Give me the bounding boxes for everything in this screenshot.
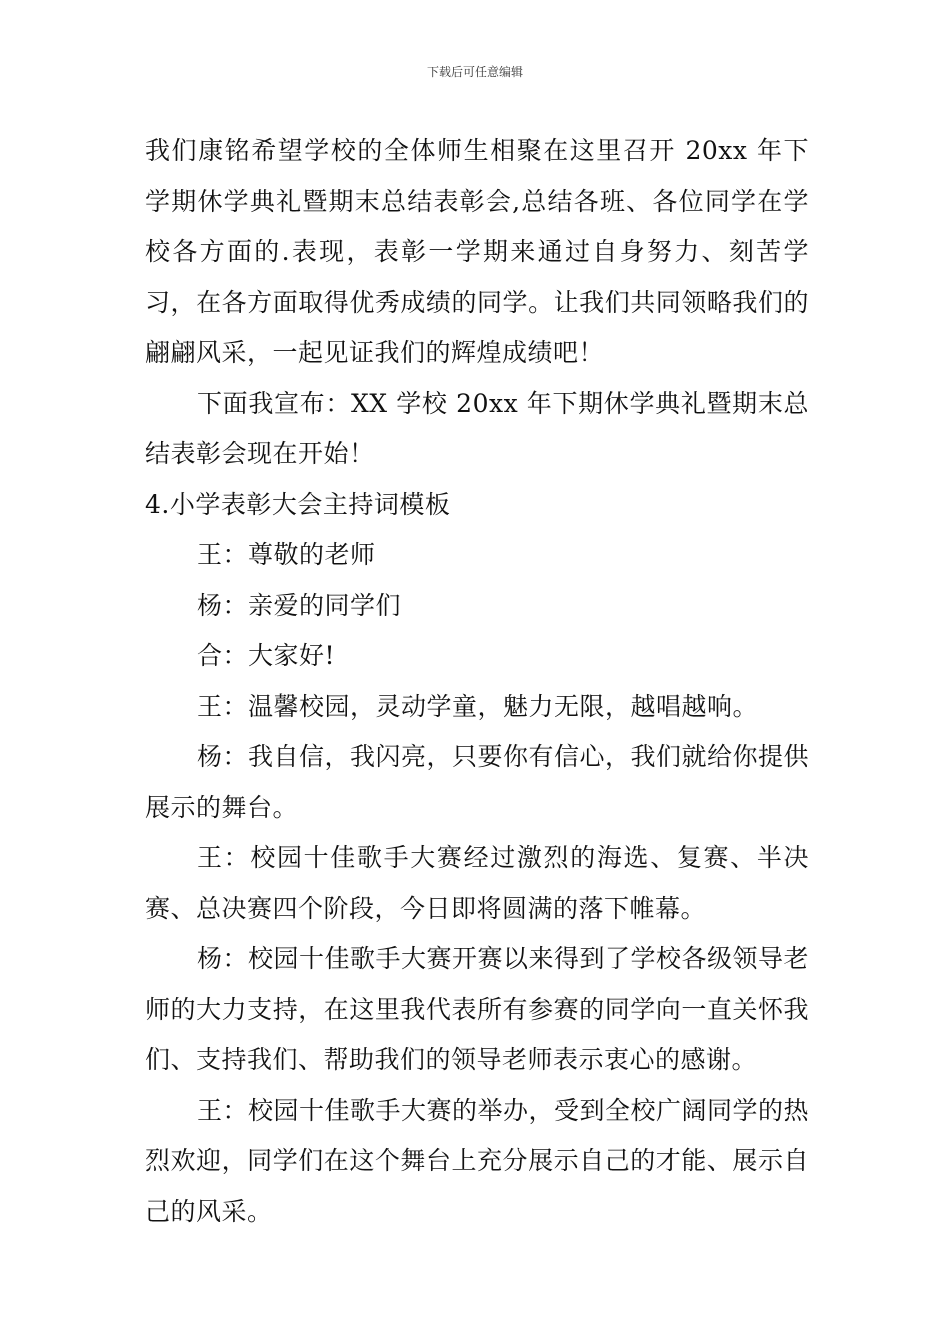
- dialogue-line: 王：温馨校园，灵动学童，魅力无限，越唱越响。: [197, 691, 759, 721]
- dialogue-line: 王：尊敬的老师: [197, 540, 376, 569]
- paragraph-opening: 我们康铭希望学校的全体师生相聚在这里召开 20xx 年下学期休学典礼暨期末总结表彰会,总结各班、各位同学在学校各方面的.表现，表彰一学期来通过自身努力、刻苦学习，在各方面取得优秀成绩的同学。让我们共同领略我们的翩翩风采，一起见证我们的辉煌成绩吧！: [145, 136, 809, 367]
- dialogue-line: 合：大家好!: [197, 641, 336, 670]
- dialogue-line: 杨：校园十佳歌手大赛开赛以来得到了学校各级领导老师的大力支持，在这里我代表所有参赛的同学向一直关怀我们、支持我们、帮助我们的领导老师表示衷心的感谢。: [145, 944, 810, 1074]
- document-body: [145, 126, 809, 1237]
- paragraph-announcement: 下面我宣布：XX 学校 20xx 年下期休学典礼暨期末总结表彰会现在开始！: [145, 388, 809, 468]
- dialogue-line: 王：校园十佳歌手大赛经过激烈的海选、复赛、半决赛、总决赛四个阶段，今日即将圆满的落下帷幕。: [145, 843, 809, 923]
- section-heading: 4.小学表彰大会主持词模板: [145, 489, 451, 519]
- page-header: 下载后可任意编辑: [426, 65, 523, 79]
- dialogue-line: 杨：我自信，我闪亮，只要你有信心，我们就给你提供展示的舞台。: [145, 742, 810, 822]
- dialogue-line: 杨：亲爱的同学们: [197, 590, 402, 620]
- dialogue-line: 王：校园十佳歌手大赛的举办，受到全校广阔同学的热烈欢迎，同学们在这个舞台上充分展示自己的才能、展示自己的风采。: [145, 1095, 810, 1226]
